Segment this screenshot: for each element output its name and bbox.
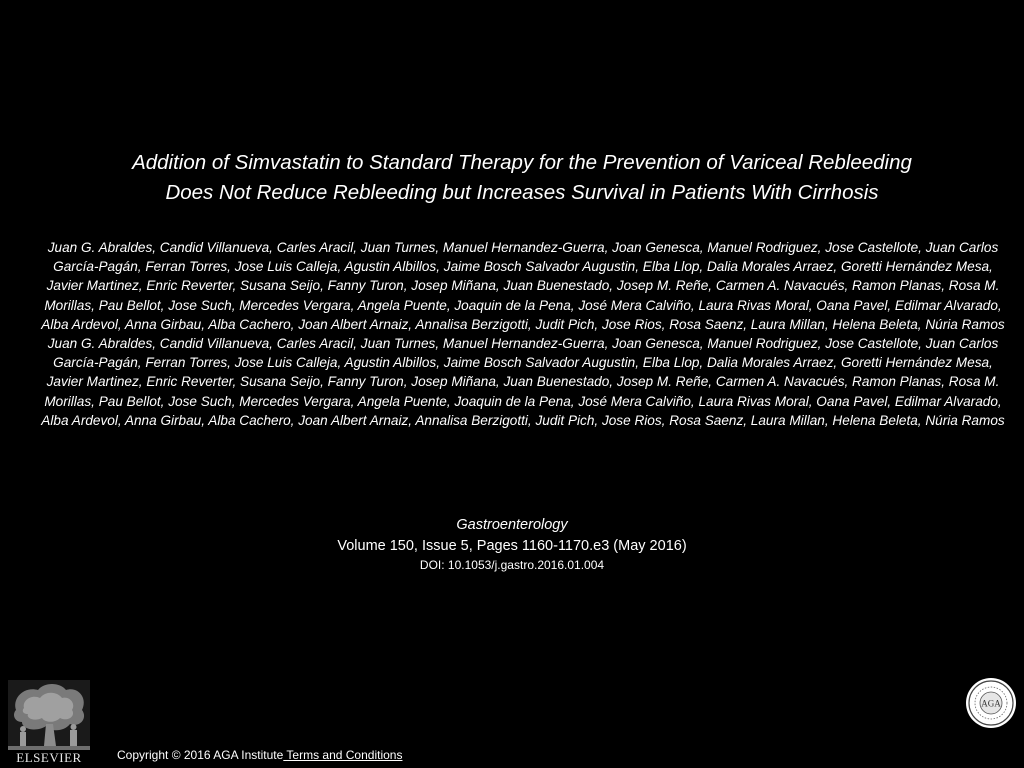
- article-title: [40, 148, 1004, 208]
- copyright-text: Copyright © 2016 AGA Institute: [117, 748, 284, 762]
- aga-seal-text: AGA: [981, 698, 1001, 709]
- title-line-2: Does Not Reduce Rebleeding but Increases Survival in Patients With Cirrhosis: [165, 181, 879, 204]
- elsevier-wordmark: ELSEVIER: [16, 750, 82, 765]
- terms-and-conditions-link[interactable]: Terms and Conditions: [283, 748, 403, 762]
- doi: DOI: 10.1053/j.gastro.2016.01.004: [419, 558, 605, 572]
- footer: [117, 747, 402, 763]
- aga-seal-logo-icon: [965, 677, 1017, 729]
- author-list: Juan G. Abraldes, Candid Villanueva, Carles Aracil, Juan Turnes, Manuel Hernandez-Guerra, Joan Genesca, Manuel Rodriguez, Jose Castellote, Juan Carlos García-Pagán, Ferran Torres, Jose Luis Calleja, Agustin Albillos, Jaime Bosch Salvador Augustin, Elba Llop, Dalia Morales Arraez, Goretti Hernández Mesa, Javier Martinez, Enric Reverter, Susana Seijo, Fanny Turon, Josep Miñana, Juan Buenestado, Josep M. Reñe, Carmen A. Navacués, Ramon Planas, Rosa M. Morillas, Pau Bellot, Jose Such, Mercedes Vergara, Angela Puente, Joaquin de la Pena, José Mera Calviño, Laura Rivas Moral, Oana Pavel, Edilmar Alvarado, Alba Ardevol, Anna Girbau, Alba Cachero, Joan Albert Arnaiz, Annalisa Berzigotti, Judit Pich, Jose Rios, Rosa Saenz, Laura Millan, Helena Beleta, Núria Ramos Juan G. Abraldes, Candid Villanueva, Carles Aracil, Juan Turnes, Manuel Hernandez-Guerra, Joan Genesca, Manuel Rodriguez, Jose Castellote, Juan Carlos García-Pagán, Ferran Torres, Jose Luis Calleja, Agustin Albillos, Jaime Bosch Salvador Augustin, Elba Llop, Dalia Morales Arraez, Goretti Hernández Mesa, Javier Martinez, Enric Reverter, Susana Seijo, Fanny Turon, Josep Miñana, Juan Buenestado, Josep M. Reñe, Carmen A. Navacués, Ramon Planas, Rosa M. Morillas, Pau Bellot, Jose Such, Mercedes Vergara, Angela Puente, Joaquin de la Pena, José Mera Calviño, Laura Rivas Moral, Oana Pavel, Edilmar Alvarado, Alba Ardevol, Anna Girbau, Alba Cachero, Joan Albert Arnaiz, Annalisa Berzigotti, Judit Pich, Jose Rios, Rosa Saenz, Laura Millan, Helena Beleta, Núria Ramos: [41, 240, 1005, 428]
- citation-block: [100, 515, 924, 574]
- title-line-1: Addition of Simvastatin to Standard Therapy for the Prevention of Variceal Rebleeding: [132, 151, 912, 174]
- volume-info: Volume 150, Issue 5, Pages 1160-1170.e3 (May 2016): [337, 538, 687, 554]
- journal-name: Gastroenterology: [456, 517, 568, 533]
